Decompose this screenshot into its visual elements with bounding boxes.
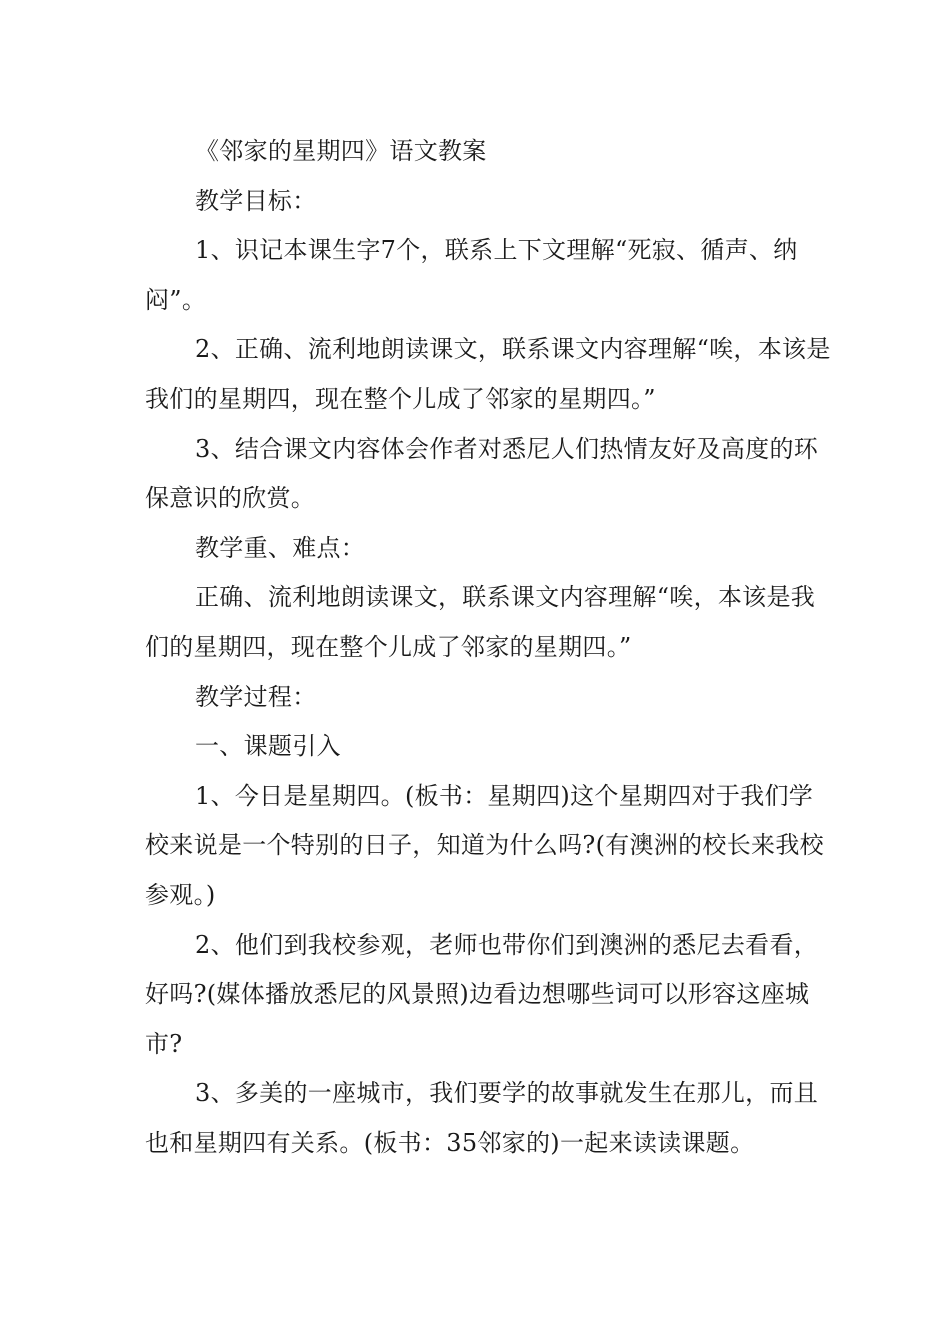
objective-3: 3、结合课文内容体会作者对悉尼人们热情友好及高度的环保意识的欣赏。 [145, 434, 819, 513]
keypoints-heading: 教学重、难点： [195, 533, 366, 562]
step-1-heading: 一、课题引入 [195, 732, 341, 761]
objective-1: 1、识记本课生字7个，联系上下文理解“死寂、循声、纳闷”。 [145, 236, 798, 314]
document-title: 《邻家的星期四》语文教案 [195, 137, 487, 165]
step-1-item-3: 3、多美的一座城市，我们要学的故事就发生在那儿，而且也和星期四有关系。(板书：35邻家的)一起来读读课题。 [145, 1079, 819, 1157]
process-heading: 教学过程： [195, 682, 317, 711]
document-body [145, 127, 835, 1168]
step-1-item-1: 1、今日是星期四。(板书：星期四)这个星期四对于我们学校来说是一个特别的日子，知道为什么吗?(有澳洲的校长来我校参观。) [145, 781, 824, 909]
objectives-heading: 教学目标： [195, 186, 317, 215]
step-1-item-2: 2、他们到我校参观，老师也带你们到澳洲的悉尼去看看，好吗?(媒体播放悉尼的风景照)边看边想哪些词可以形容这座城市? [145, 930, 819, 1058]
objective-2: 2、正确、流利地朗读课文，联系课文内容理解“唉，本该是我们的星期四，现在整个儿成了邻家的星期四。” [145, 335, 831, 413]
keypoints-text: 正确、流利地朗读课文，联系课文内容理解“唉，本该是我们的星期四，现在整个儿成了邻家的星期四。” [145, 583, 816, 661]
